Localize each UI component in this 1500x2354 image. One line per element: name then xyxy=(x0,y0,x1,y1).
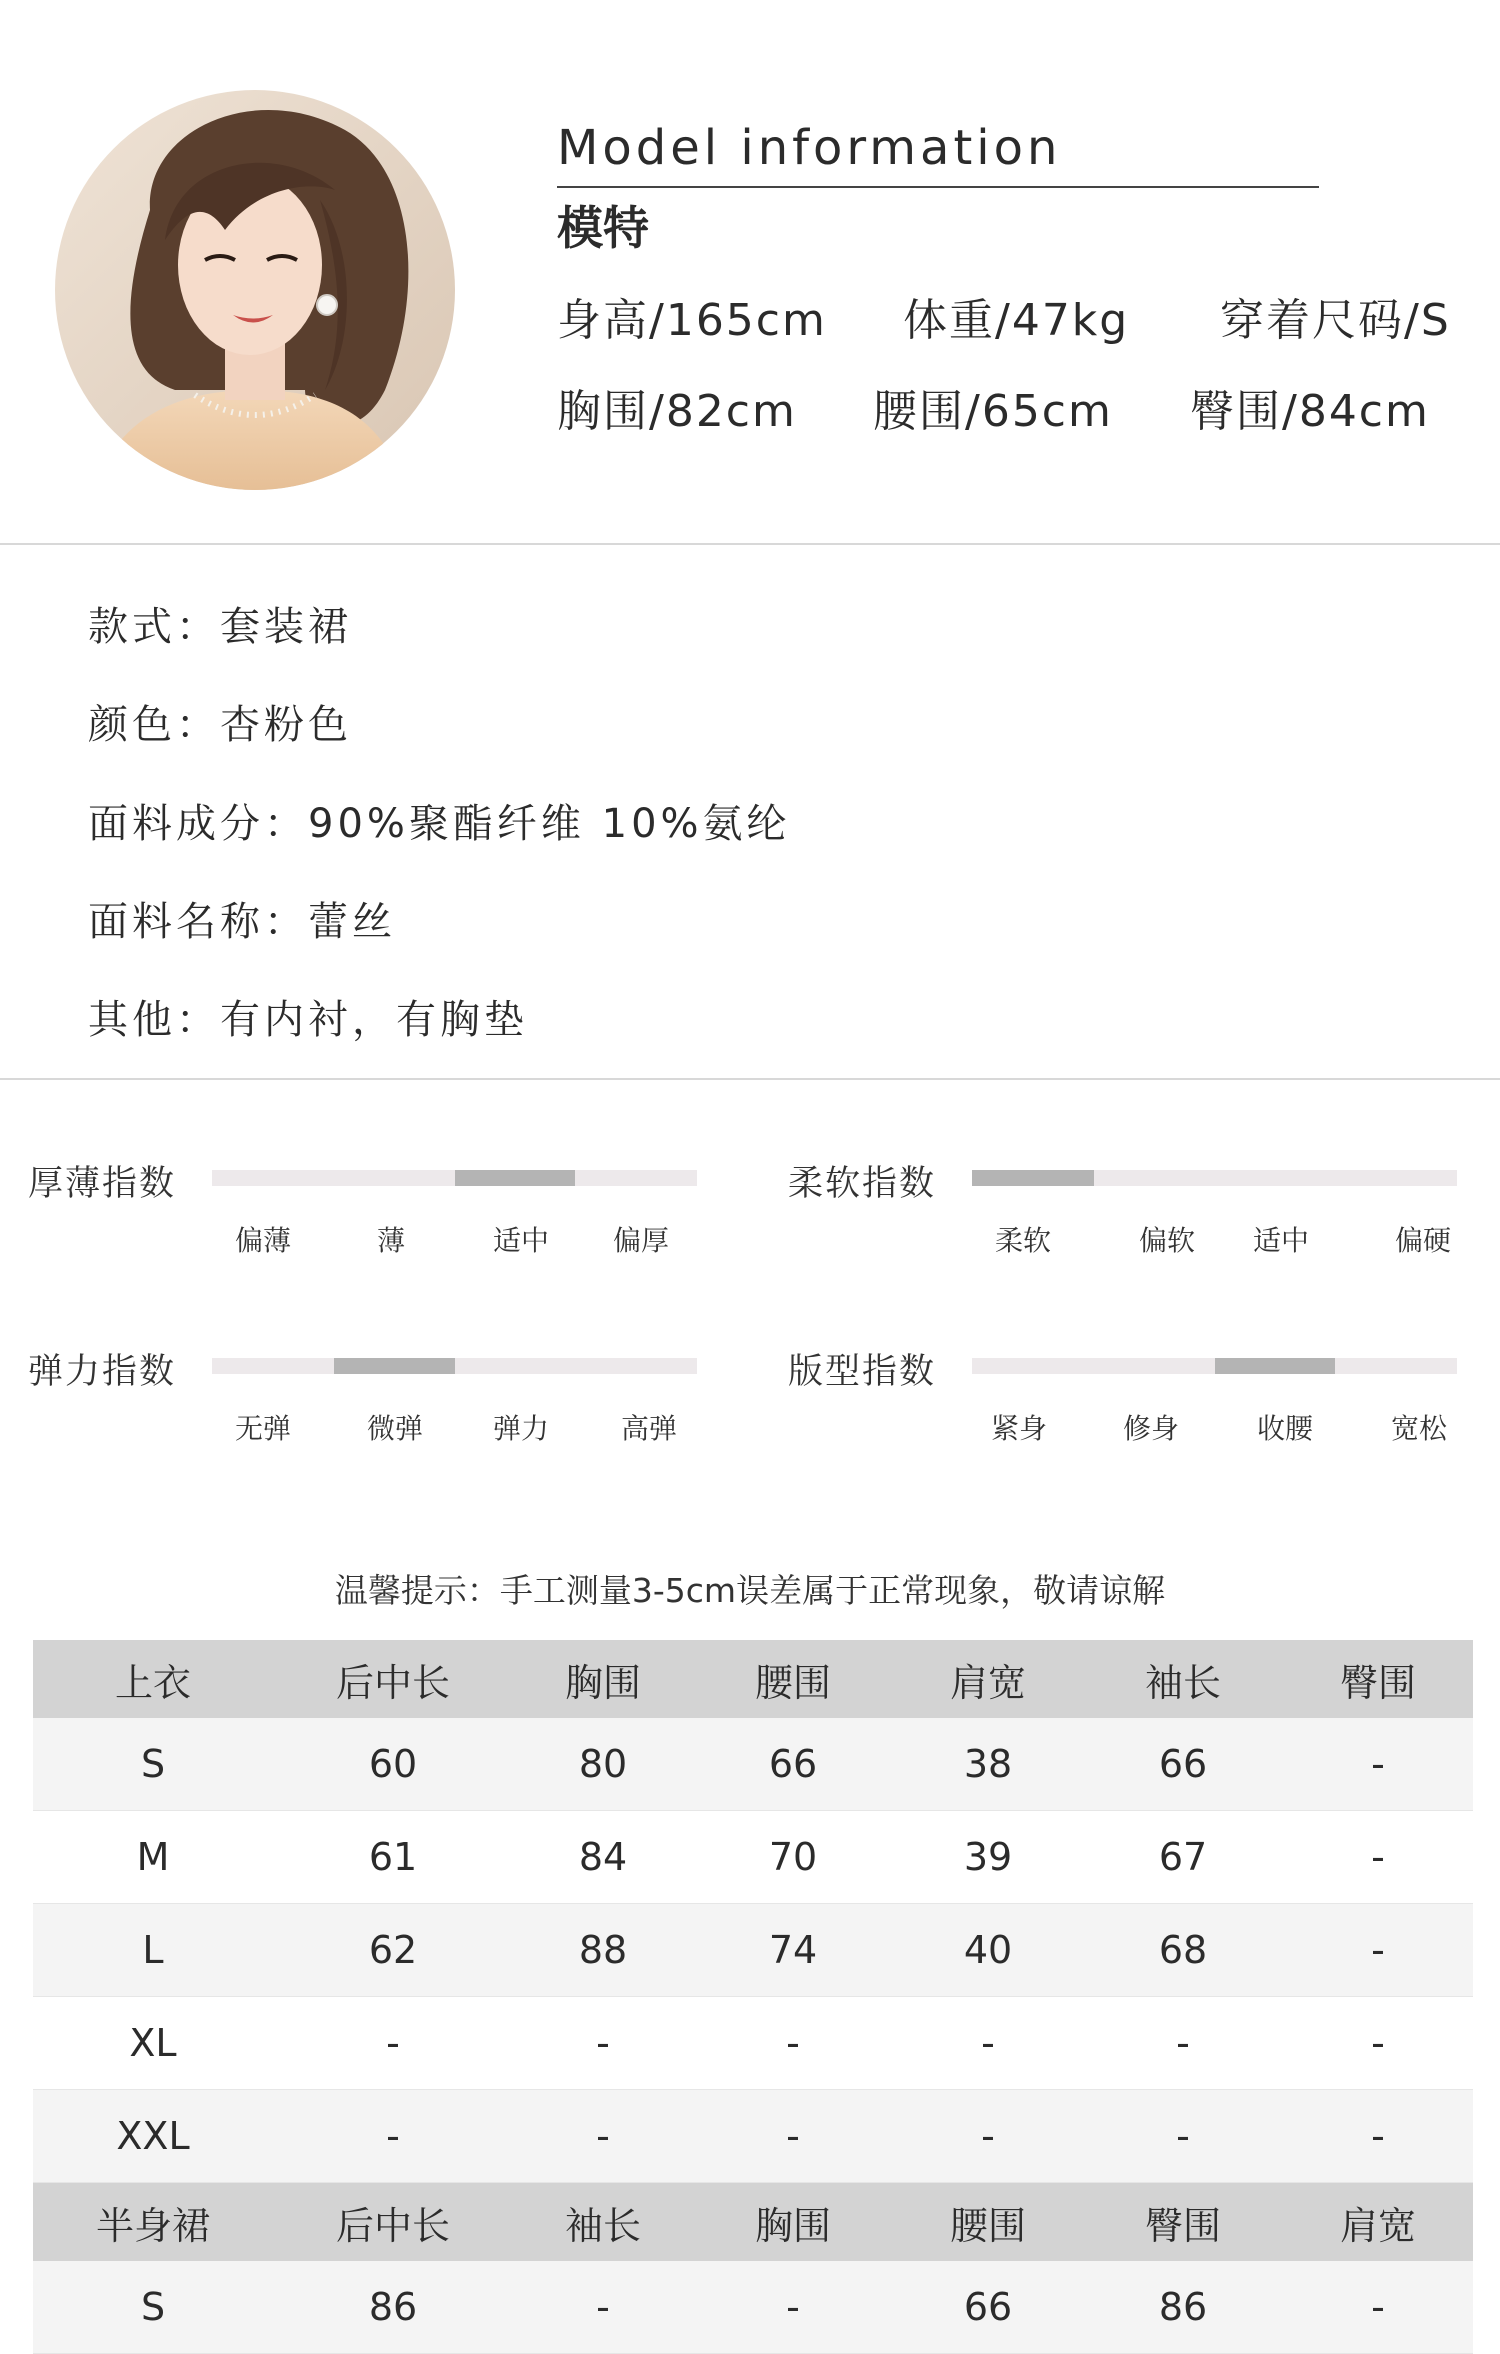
model-height: 身高/165cm xyxy=(557,295,827,346)
elasticity-index-title: 弹力指数 xyxy=(28,1352,177,1392)
header-cell: 臀围 xyxy=(1144,2203,1221,2248)
value-cell: 68 xyxy=(1158,1928,1208,1972)
spec-color: 颜色：杏粉色 xyxy=(88,702,352,748)
thickness-index-title: 厚薄指数 xyxy=(28,1164,177,1204)
value-cell: 86 xyxy=(368,2285,418,2329)
softness-label-3: 适中 xyxy=(1252,1224,1309,1257)
thickness-label-4: 偏厚 xyxy=(612,1224,669,1257)
value-cell: - xyxy=(786,2285,800,2329)
header-cell: 肩宽 xyxy=(1339,2203,1416,2248)
thickness-index-track xyxy=(212,1170,697,1186)
size-cell: S xyxy=(140,2285,166,2329)
value-cell: - xyxy=(596,2285,610,2329)
value-cell: - xyxy=(981,2114,995,2158)
header-cell: 后中长 xyxy=(335,1660,450,1705)
value-cell: 66 xyxy=(1158,1742,1208,1786)
table-row xyxy=(33,2090,1473,2183)
header-cell: 上衣 xyxy=(114,1660,191,1705)
value-cell: - xyxy=(596,2021,610,2065)
model-info-title: Model information xyxy=(557,120,1062,176)
header-cell: 袖长 xyxy=(1144,1660,1221,1705)
value-cell: 38 xyxy=(963,1742,1013,1786)
softness-index-fill xyxy=(972,1170,1094,1186)
header-cell: 半身裙 xyxy=(95,2203,210,2248)
value-cell: 66 xyxy=(963,2285,1013,2329)
value-cell: - xyxy=(786,2114,800,2158)
value-cell: - xyxy=(981,2021,995,2065)
value-cell: 60 xyxy=(368,1742,418,1786)
spec-style: 款式：套装裙 xyxy=(88,604,352,650)
value-cell: - xyxy=(1371,2114,1385,2158)
spec-fabric-name: 面料名称：蕾丝 xyxy=(88,899,396,945)
value-cell: - xyxy=(1176,2114,1190,2158)
model-avatar xyxy=(55,90,455,490)
fit-index-fill xyxy=(1215,1358,1335,1374)
value-cell: 88 xyxy=(578,1928,628,1972)
model-weight: 体重/47kg xyxy=(903,295,1130,346)
header-cell: 肩宽 xyxy=(949,1660,1026,1705)
header-cell: 后中长 xyxy=(335,2203,450,2248)
thickness-label-3: 适中 xyxy=(492,1224,549,1257)
fit-index-track xyxy=(972,1358,1457,1374)
value-cell: 61 xyxy=(368,1835,418,1879)
table-header-row xyxy=(33,1640,1473,1718)
fit-label-2: 修身 xyxy=(1122,1412,1179,1445)
value-cell: 86 xyxy=(1158,2285,1208,2329)
value-cell: 40 xyxy=(963,1928,1013,1972)
header-cell: 腰围 xyxy=(754,1660,831,1705)
size-cell: M xyxy=(136,1835,170,1879)
header-cell: 胸围 xyxy=(564,1660,641,1705)
header-cell: 臀围 xyxy=(1339,1660,1416,1705)
softness-label-4: 偏硬 xyxy=(1394,1224,1451,1257)
measurement-tip: 温馨提示：手工测量3-5cm误差属于正常现象，敬请谅解 xyxy=(334,1571,1166,1610)
section-divider xyxy=(0,543,1500,545)
value-cell: - xyxy=(1176,2021,1190,2065)
size-cell: S xyxy=(140,1742,166,1786)
spec-other: 其他：有内衬，有胸垫 xyxy=(88,997,528,1043)
table-row xyxy=(33,1811,1473,1904)
value-cell: 74 xyxy=(768,1928,818,1972)
table-row xyxy=(33,1904,1473,1997)
value-cell: - xyxy=(1371,2021,1385,2065)
elasticity-index-fill xyxy=(334,1358,455,1374)
elasticity-label-2: 微弹 xyxy=(366,1412,423,1445)
value-cell: 80 xyxy=(578,1742,628,1786)
value-cell: - xyxy=(386,2021,400,2065)
model-size: 穿着尺码/S xyxy=(1220,295,1451,346)
table-row xyxy=(33,1718,1473,1811)
softness-label-1: 柔软 xyxy=(994,1224,1051,1257)
thickness-label-2: 薄 xyxy=(376,1224,405,1257)
value-cell: - xyxy=(596,2114,610,2158)
model-photo xyxy=(55,90,455,490)
spec-fabric-composition: 面料成分：90%聚酯纤维 10%氨纶 xyxy=(88,801,791,847)
value-cell: 39 xyxy=(963,1835,1013,1879)
value-cell: - xyxy=(386,2114,400,2158)
model-hip: 臀围/84cm xyxy=(1190,386,1430,437)
fit-label-1: 紧身 xyxy=(990,1412,1047,1445)
value-cell: - xyxy=(1371,1742,1385,1786)
elasticity-label-3: 弹力 xyxy=(492,1412,549,1445)
size-table xyxy=(33,1640,1473,2354)
value-cell: - xyxy=(1371,1835,1385,1879)
header-cell: 胸围 xyxy=(754,2203,831,2248)
elasticity-label-4: 高弹 xyxy=(620,1412,677,1445)
value-cell: 84 xyxy=(578,1835,628,1879)
title-underline xyxy=(557,186,1319,188)
value-cell: 70 xyxy=(768,1835,818,1879)
table-header-row xyxy=(33,2183,1473,2261)
softness-index-title: 柔软指数 xyxy=(788,1164,937,1204)
value-cell: - xyxy=(786,2021,800,2065)
thickness-index-fill xyxy=(455,1170,575,1186)
elasticity-label-1: 无弹 xyxy=(234,1412,291,1445)
size-cell: XXL xyxy=(116,2114,190,2158)
header-cell: 腰围 xyxy=(949,2203,1026,2248)
model-bust: 胸围/82cm xyxy=(557,386,797,437)
header-cell: 袖长 xyxy=(564,2203,641,2248)
model-subtitle: 模特 xyxy=(557,201,649,255)
model-waist: 腰围/65cm xyxy=(873,386,1113,437)
softness-label-2: 偏软 xyxy=(1138,1224,1195,1257)
thickness-label-1: 偏薄 xyxy=(234,1224,291,1257)
value-cell: 67 xyxy=(1158,1835,1208,1879)
value-cell: 66 xyxy=(768,1742,818,1786)
table-row xyxy=(33,1997,1473,2090)
table-row xyxy=(33,2261,1473,2354)
size-cell: L xyxy=(142,1928,164,1972)
size-cell: XL xyxy=(129,2021,177,2065)
value-cell: - xyxy=(1371,1928,1385,1972)
value-cell: 62 xyxy=(368,1928,418,1972)
section-divider xyxy=(0,1078,1500,1080)
fit-label-4: 宽松 xyxy=(1390,1412,1447,1445)
model-info-section xyxy=(0,0,1500,543)
value-cell: - xyxy=(1371,2285,1385,2329)
softness-index-track xyxy=(972,1170,1457,1186)
fit-label-3: 收腰 xyxy=(1256,1412,1313,1445)
fit-index-title: 版型指数 xyxy=(788,1352,937,1392)
elasticity-index-track xyxy=(212,1358,697,1374)
